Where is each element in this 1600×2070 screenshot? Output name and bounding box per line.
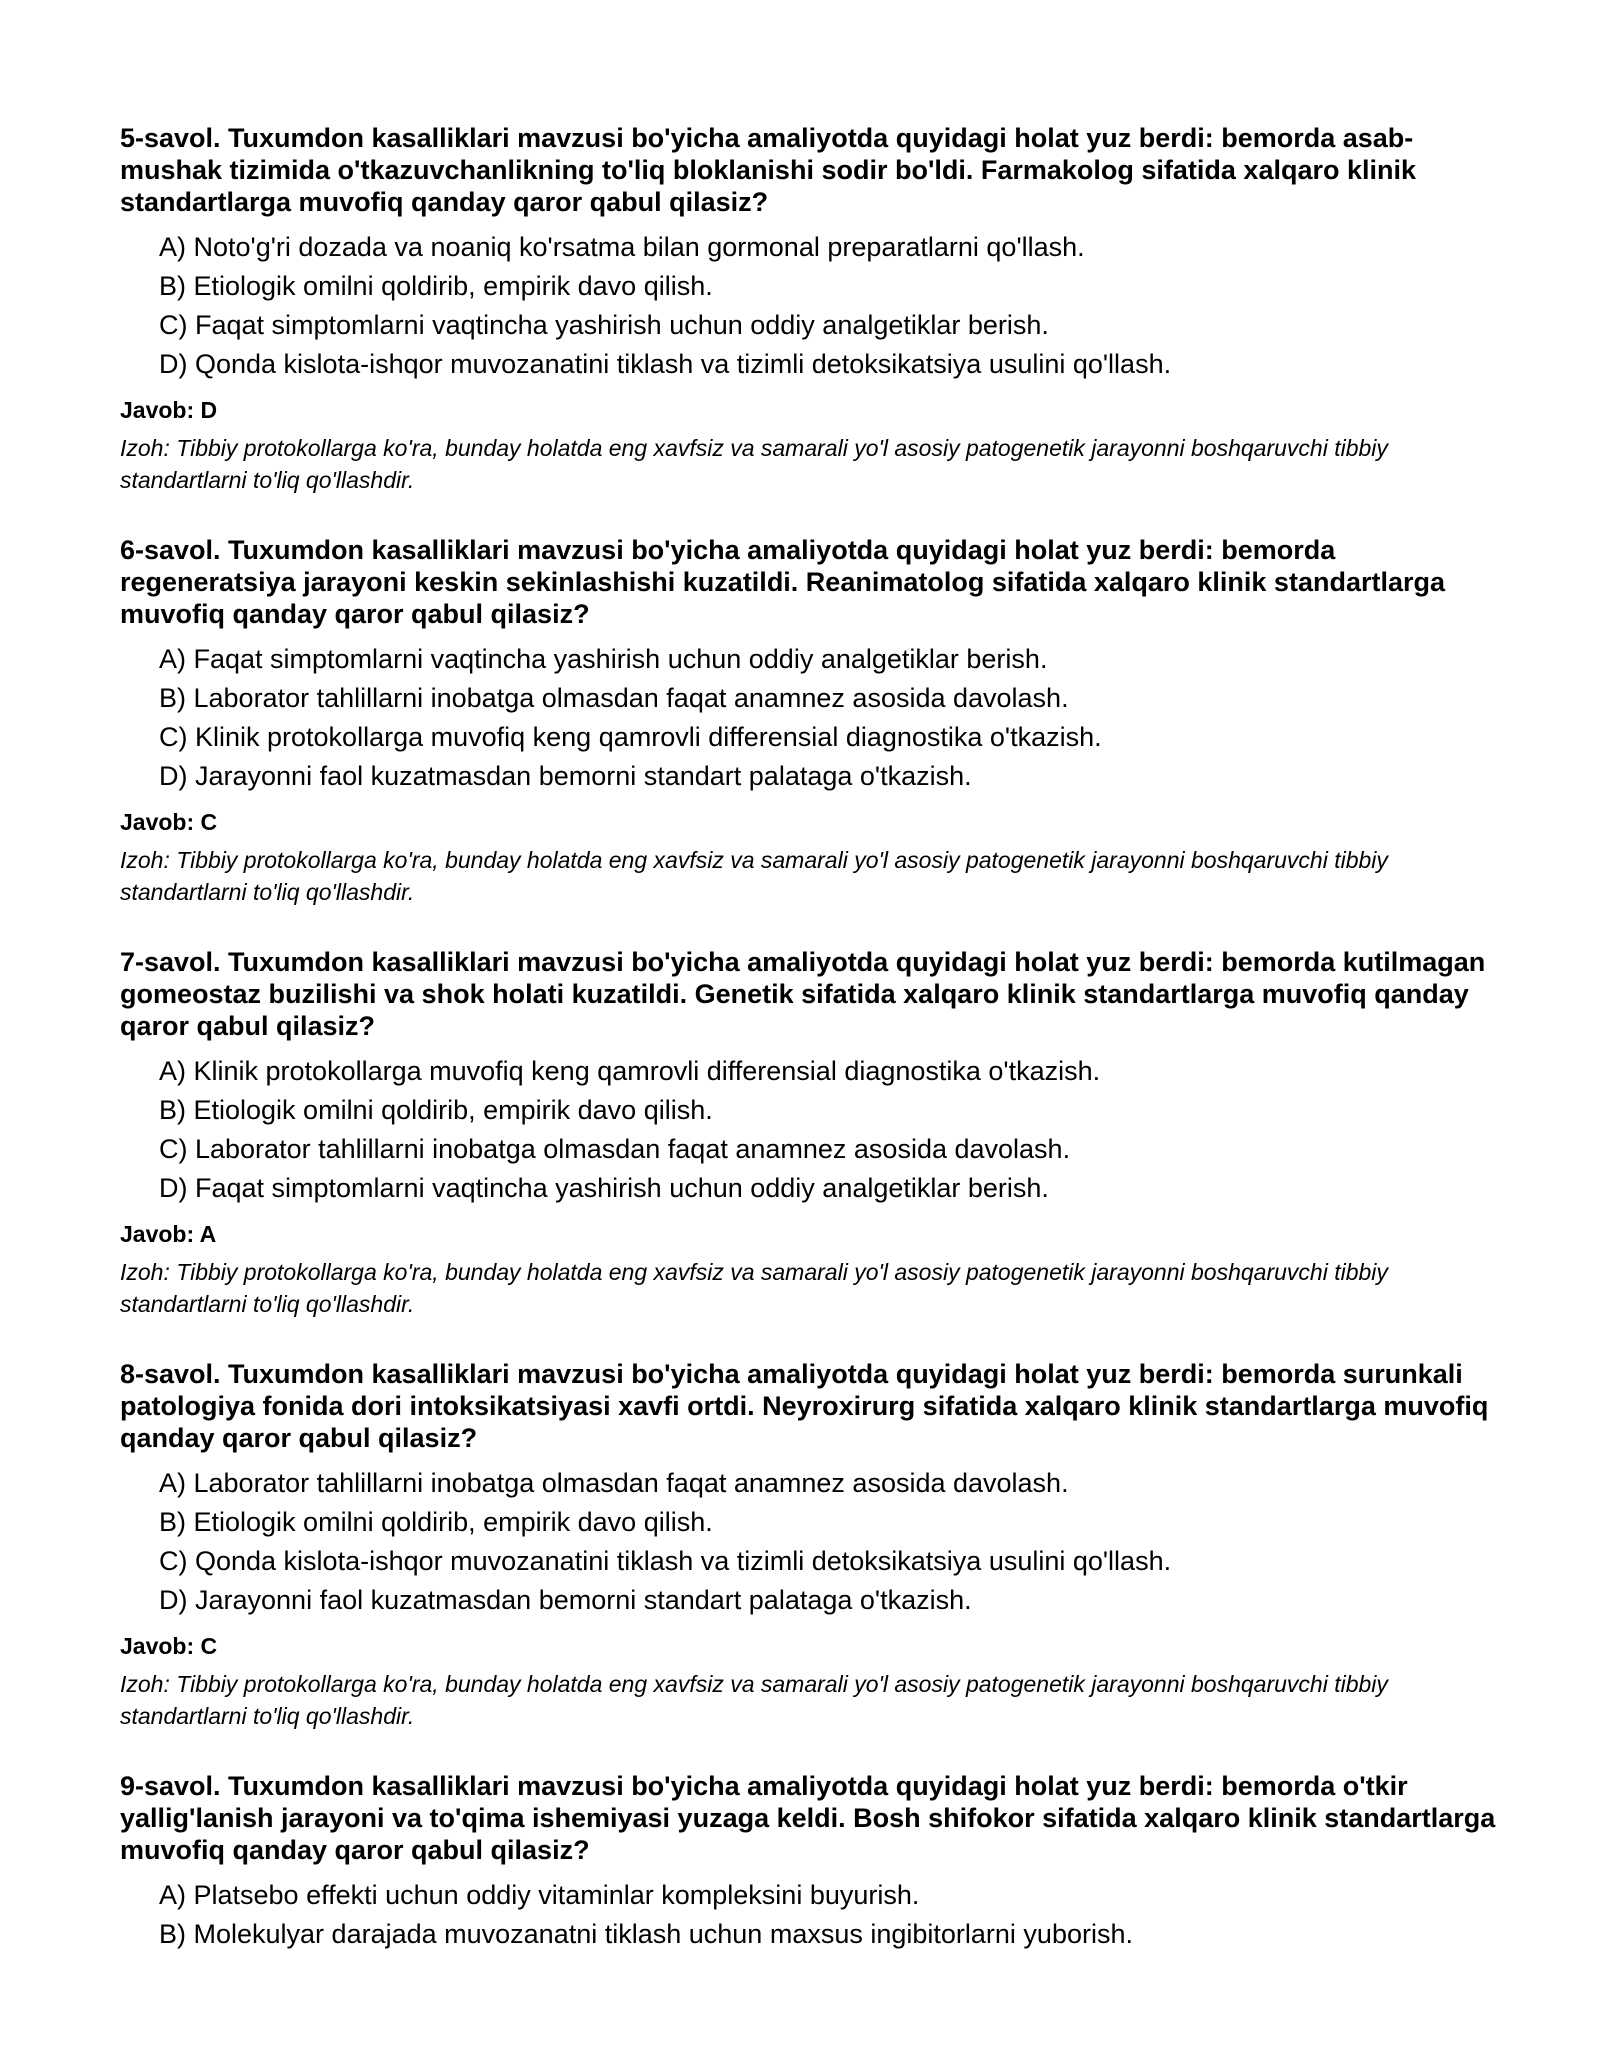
answer: Javob: A xyxy=(120,1221,217,1247)
option-d: D) Qonda kislota-ishqor muvozanatini tiklash va tizimli detoksikatsiya usulini qo'llash. xyxy=(159,349,1172,379)
question-6 xyxy=(120,534,1500,908)
option-c: C) Laborator tahlillarni inobatga olmasdan faqat anamnez asosida davolash. xyxy=(159,1134,1071,1164)
option-a: A) Klinik protokollarga muvofiq keng qamrovli differensial diagnostika o'tkazish. xyxy=(159,1056,1101,1086)
option-a: A) Noto'g'ri dozada va noaniq ko'rsatma bilan gormonal preparatlarni qo'llash. xyxy=(159,232,1085,262)
option-a: A) Laborator tahlillarni inobatga olmasdan faqat anamnez asosida davolash. xyxy=(159,1468,1069,1498)
question-text: 5-savol. Tuxumdon kasalliklari mavzusi bo'yicha amaliyotda quyidagi holat yuz berdi: bemorda asab-mushak tizimida o'tkazuvchanlikning to'liq bloklanishi sodir bo'ldi. Farmakolog sifatida xalqaro klinik standartlarga muvofiq qanday qaror qabul qilasiz? xyxy=(120,123,1416,217)
option-c: C) Klinik protokollarga muvofiq keng qamrovli differensial diagnostika o'tkazish. xyxy=(159,722,1102,752)
document-page xyxy=(120,122,1500,1992)
explanation: Izoh: Tibbiy protokollarga ko'ra, bunday holatda eng xavfsiz va samarali yo'l asosiy patogenetik jarayonni boshqaruvchi tibbiy standartlarni to'liq qo'llashdir. xyxy=(120,1259,1388,1317)
question-8 xyxy=(120,1358,1500,1732)
question-text: 8-savol. Tuxumdon kasalliklari mavzusi bo'yicha amaliyotda quyidagi holat yuz berdi: bemorda surunkali patologiya fonida dori intoksikatsiyasi xavfi ortdi. Neyroxirurg sifatida xalqaro klinik standartlarga muvofiq qanday qaror qabul qilasiz? xyxy=(120,1359,1489,1453)
explanation: Izoh: Tibbiy protokollarga ko'ra, bunday holatda eng xavfsiz va samarali yo'l asosiy patogenetik jarayonni boshqaruvchi tibbiy standartlarni to'liq qo'llashdir. xyxy=(120,847,1388,905)
option-list xyxy=(120,1052,1500,1208)
option-b: B) Laborator tahlillarni inobatga olmasdan faqat anamnez asosida davolash. xyxy=(159,683,1069,713)
option-a: A) Faqat simptomlarni vaqtincha yashirish uchun oddiy analgetiklar berish. xyxy=(159,644,1048,674)
question-9 xyxy=(120,1770,1500,1954)
question-text: 6-savol. Tuxumdon kasalliklari mavzusi bo'yicha amaliyotda quyidagi holat yuz berdi: bemorda regeneratsiya jarayoni keskin sekinlashishi kuzatildi. Reanimatolog sifatida xalqaro klinik standartlarga muvofiq qanday qaror qabul qilasiz? xyxy=(120,535,1445,629)
option-b: B) Etiologik omilni qoldirib, empirik davo qilish. xyxy=(159,1095,713,1125)
option-c: C) Qonda kislota-ishqor muvozanatini tiklash va tizimli detoksikatsiya usulini qo'llash. xyxy=(159,1546,1172,1576)
answer: Javob: D xyxy=(120,397,218,423)
option-b: B) Molekulyar darajada muvozanatni tiklash uchun maxsus ingibitorlarni yuborish. xyxy=(159,1919,1133,1949)
option-d: D) Jarayonni faol kuzatmasdan bemorni standart palataga o'tkazish. xyxy=(159,761,972,791)
option-list xyxy=(120,640,1500,796)
option-b: B) Etiologik omilni qoldirib, empirik davo qilish. xyxy=(159,1507,713,1537)
option-d: D) Jarayonni faol kuzatmasdan bemorni standart palataga o'tkazish. xyxy=(159,1585,972,1615)
option-b: B) Etiologik omilni qoldirib, empirik davo qilish. xyxy=(159,271,713,301)
option-list xyxy=(120,228,1500,384)
option-list xyxy=(120,1464,1500,1620)
option-list xyxy=(120,1876,1500,1954)
option-d: D) Faqat simptomlarni vaqtincha yashirish uchun oddiy analgetiklar berish. xyxy=(159,1173,1049,1203)
explanation: Izoh: Tibbiy protokollarga ko'ra, bunday holatda eng xavfsiz va samarali yo'l asosiy patogenetik jarayonni boshqaruvchi tibbiy standartlarni to'liq qo'llashdir. xyxy=(120,435,1388,493)
question-text: 9-savol. Tuxumdon kasalliklari mavzusi bo'yicha amaliyotda quyidagi holat yuz berdi: bemorda o'tkir yallig'lanish jarayoni va to'qima ishemiyasi yuzaga keldi. Bosh shifokor sifatida xalqaro klinik standartlarga muvofiq qanday qaror qabul qilasiz? xyxy=(120,1771,1496,1865)
answer: Javob: C xyxy=(120,809,218,835)
option-c: C) Faqat simptomlarni vaqtincha yashirish uchun oddiy analgetiklar berish. xyxy=(159,310,1049,340)
question-7 xyxy=(120,946,1500,1320)
answer: Javob: C xyxy=(120,1633,218,1659)
explanation: Izoh: Tibbiy protokollarga ko'ra, bunday holatda eng xavfsiz va samarali yo'l asosiy patogenetik jarayonni boshqaruvchi tibbiy standartlarni to'liq qo'llashdir. xyxy=(120,1671,1388,1729)
question-text: 7-savol. Tuxumdon kasalliklari mavzusi bo'yicha amaliyotda quyidagi holat yuz berdi: bemorda kutilmagan gomeostaz buzilishi va shok holati kuzatildi. Genetik sifatida xalqaro klinik standartlarga muvofiq qanday qaror qabul qilasiz? xyxy=(120,947,1486,1041)
option-a: A) Platsebo effekti uchun oddiy vitaminlar kompleksini buyurish. xyxy=(159,1880,920,1910)
question-5 xyxy=(120,122,1500,496)
